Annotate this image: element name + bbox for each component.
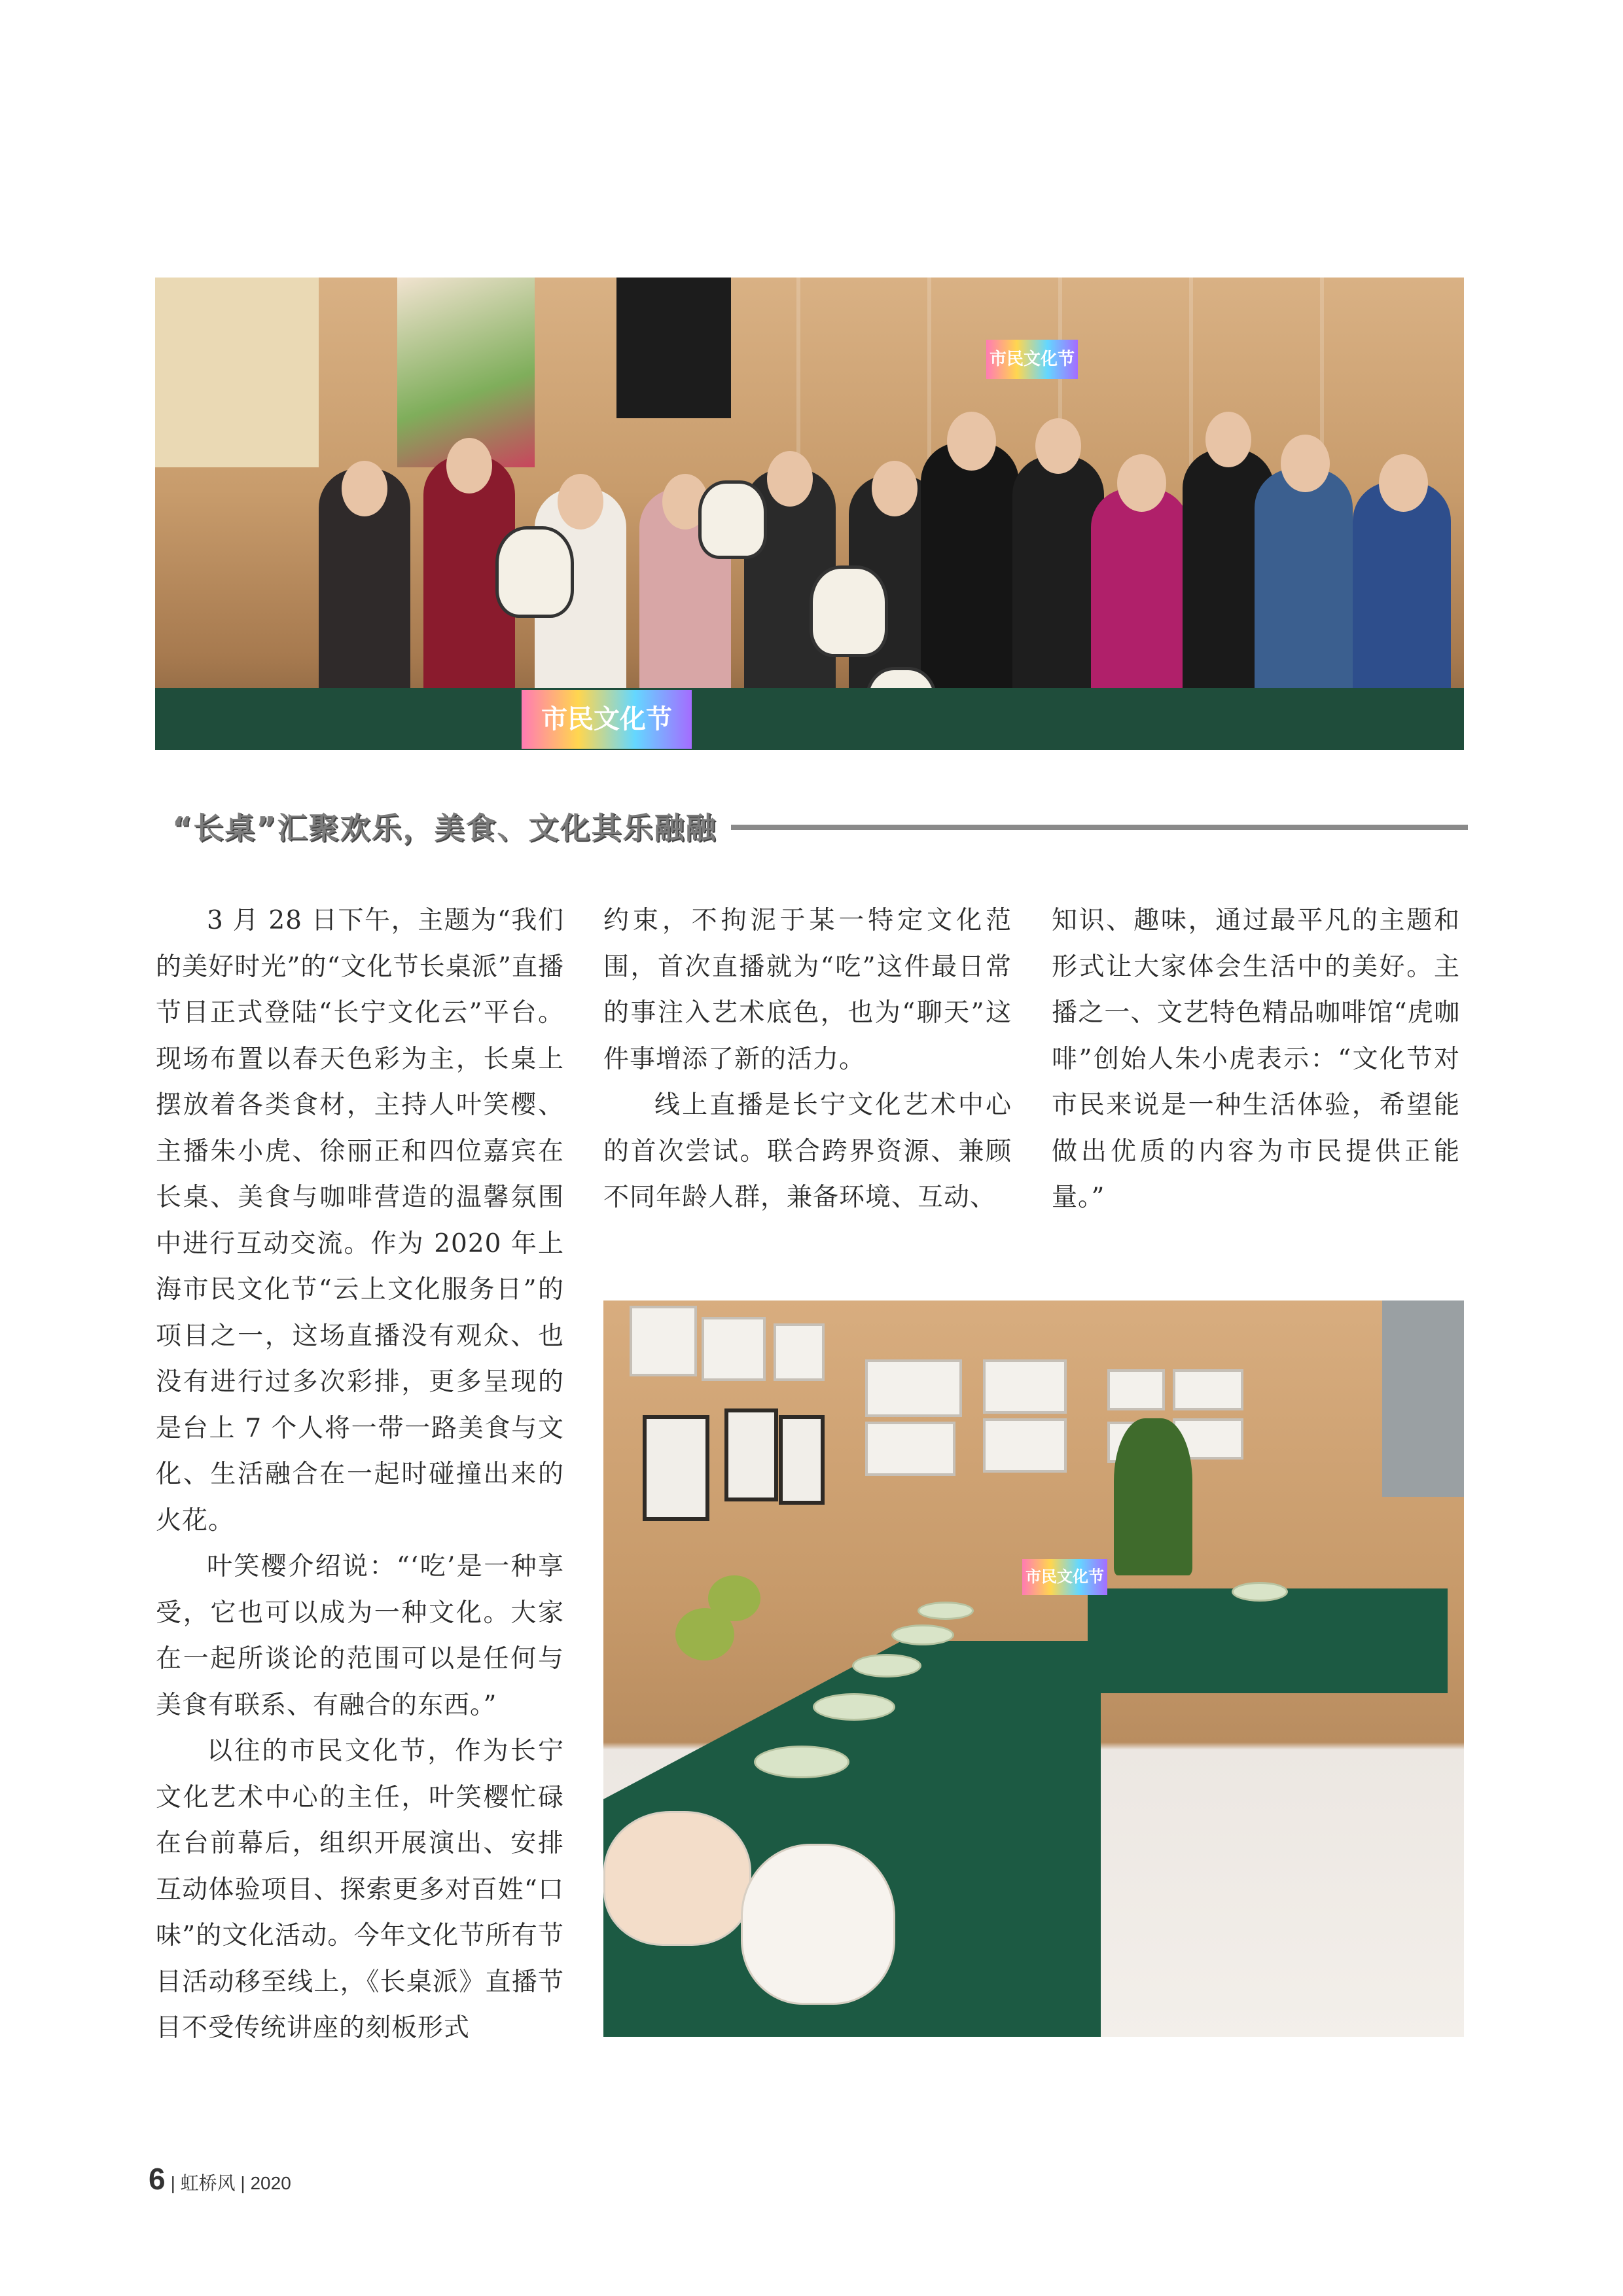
festival-logo-board	[522, 690, 692, 749]
text-column-2	[603, 898, 1012, 1221]
festival-logo-text: 市民文化节	[989, 350, 1075, 369]
heading-rule	[731, 825, 1468, 830]
paragraph: 知识、趣味，通过最平凡的主题和形式让大家体会生活中的美好。主播之一、文艺特色精品咖啡馆“虎咖啡”创始人朱小虎表示：“文化节对市民来说是一种生活体验，希望能做出优质的内容为市民提供正能量。”	[1052, 906, 1460, 1212]
festival-logo-board-text: 市民文化节	[541, 704, 672, 734]
page-footer	[149, 2161, 291, 2194]
festival-logo-bottom-text: 市民文化节	[1026, 1568, 1104, 1586]
long-table-photo	[603, 1300, 1464, 2037]
calligraphy-poster	[155, 278, 319, 467]
group-photo	[155, 278, 1464, 750]
paragraph: 约束，不拘泥于某一特定文化范围，首次直播就为“吃”这件最日常的事注入艺术底色，也为“聊天”这件事增添了新的活力。	[603, 906, 1012, 1074]
paragraph: 以往的市民文化节，作为长宁文化艺术中心的主任，叶笑樱忙碌在台前幕后，组织开展演出、安排互动体验项目、探索更多对百姓“口味”的文化活动。今年文化节所有节目活动移至线上，《长桌派》直播节目不受传统讲座的刻板形式	[156, 1736, 564, 2043]
page-number: 6	[149, 2162, 166, 2196]
magazine-name: | 虹桥风 | 2020	[170, 2173, 291, 2193]
festival-logo-sign-bottom	[1022, 1559, 1107, 1595]
paragraph: 叶笑樱介绍说：“‘吃’是一种享受，它也可以成为一种文化。大家在一起所谈论的范围可以是任何与美食有联系、有融合的东西。”	[156, 1552, 564, 1720]
festival-logo-sign	[986, 340, 1078, 379]
text-column-3	[1052, 898, 1460, 1221]
text-column-1	[156, 898, 564, 2052]
section-heading	[172, 800, 1468, 852]
dark-poster	[616, 278, 731, 418]
paragraph: 线上直播是长宁文化艺术中心的首次尝试。联合跨界资源、兼顾不同年龄人群，兼备环境、互动、	[603, 1090, 1012, 1212]
paragraph: 3 月 28 日下午，主题为“我们的美好时光”的“文化节长桌派”直播节目正式登陆“长宁文化云”平台。现场布置以春天色彩为主，长桌上摆放着各类食材，主持人叶笑樱、主播朱小虎、徐丽正和四位嘉宾在长桌、美食与咖啡营造的温馨氛围中进行互动交流。作为 2020 年上海市民文化节“云上文化服务日”的项目之一，这场直播没有观众、也没有进行过多次彩排，更多呈现的是台上 7 个人将一带一路美食与文化、生活融合在一起时碰撞出来的火花。	[156, 906, 564, 1535]
heading-text: “长桌”汇聚欢乐，美食、文化其乐融融	[172, 810, 717, 846]
